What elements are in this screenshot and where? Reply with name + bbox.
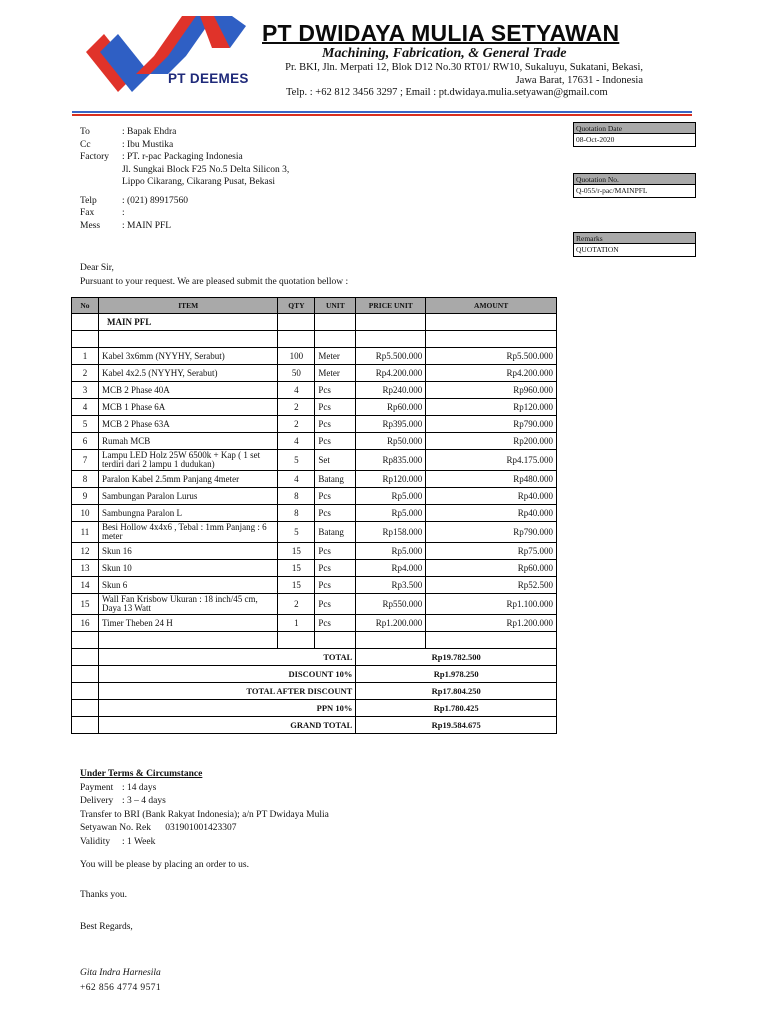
greeting-intro: Pursuant to your request. We are pleased submit the quotation bellow : <box>80 277 349 287</box>
row-qty: 15 <box>278 560 315 577</box>
validity-value: : 1 Week <box>122 836 156 847</box>
table-row <box>72 433 557 450</box>
company-tagline: Machining, Fabrication, & General Trade <box>322 46 567 61</box>
row-no: 15 <box>72 594 99 615</box>
row-qty: 4 <box>278 433 315 450</box>
blank-row <box>72 632 557 649</box>
quotation-number-box <box>573 173 696 198</box>
closing-regards: Best Regards, <box>80 922 133 932</box>
delivery-label: Delivery <box>80 796 114 806</box>
row-amount: Rp790.000 <box>426 522 557 543</box>
row-amount: Rp5.500.000 <box>426 348 557 365</box>
row-unit: Batang <box>315 471 356 488</box>
row-unit: Pcs <box>315 594 356 615</box>
row-price: Rp120.000 <box>356 471 426 488</box>
company-address-line1: Pr. BKI, Jln. Merpati 12, Blok D12 No.30 RT01/ RW10, Sukaluyu, Sukatani, Bekasi, <box>285 62 643 73</box>
row-amount: Rp960.000 <box>426 382 557 399</box>
row-qty: 4 <box>278 471 315 488</box>
row-amount: Rp1.100.000 <box>426 594 557 615</box>
row-price: Rp3.500 <box>356 577 426 594</box>
row-item: Lampu LED Holz 25W 6500k + Kap ( 1 set terdiri dari 2 lampu 1 dudukan) <box>98 450 277 471</box>
row-unit: Meter <box>315 348 356 365</box>
validity-row <box>80 836 202 850</box>
total-row <box>72 649 557 666</box>
total-label: DISCOUNT 10% <box>98 666 355 683</box>
total-row <box>72 683 557 700</box>
total-row <box>72 700 557 717</box>
row-price: Rp4.200.000 <box>356 365 426 382</box>
row-no: 13 <box>72 560 99 577</box>
row-item: Timer Theben 24 H <box>98 615 277 632</box>
row-no: 6 <box>72 433 99 450</box>
total-label: GRAND TOTAL <box>98 717 355 734</box>
row-item: Sambungan Paralon Lurus <box>98 488 277 505</box>
payment-value: : 14 days <box>122 782 157 793</box>
row-amount: Rp200.000 <box>426 433 557 450</box>
row-qty: 2 <box>278 416 315 433</box>
row-amount: Rp40.000 <box>426 505 557 522</box>
row-amount: Rp40.000 <box>426 488 557 505</box>
row-no: 7 <box>72 450 99 471</box>
remarks-box <box>573 232 696 257</box>
row-item: Wall Fan Krisbow Ukuran : 18 inch/45 cm, Daya 13 Watt <box>98 594 277 615</box>
greeting-salutation: Dear Sir, <box>80 263 114 273</box>
row-unit: Pcs <box>315 615 356 632</box>
delivery-value: : 3 – 4 days <box>122 796 166 806</box>
cc-value: : Ibu Mustika <box>122 139 174 150</box>
quotation-date-box <box>573 122 696 147</box>
row-item: Sambungna Paralon L <box>98 505 277 522</box>
signer-name: Gita Indra Harnesila <box>80 968 161 978</box>
row-price: Rp5.000 <box>356 488 426 505</box>
row-unit: Pcs <box>315 399 356 416</box>
brand-name: PT DEEMES <box>168 71 249 86</box>
row-item: Skun 10 <box>98 560 277 577</box>
table-row <box>72 450 557 471</box>
total-row <box>72 717 557 734</box>
row-unit: Pcs <box>315 416 356 433</box>
row-amount: Rp120.000 <box>426 399 557 416</box>
row-qty: 1 <box>278 615 315 632</box>
terms-block <box>80 768 329 849</box>
table-row <box>72 365 557 382</box>
row-qty: 8 <box>278 505 315 522</box>
row-unit: Pcs <box>315 433 356 450</box>
terms-title: Under Terms & Circumstance <box>80 769 203 779</box>
row-no: 5 <box>72 416 99 433</box>
table-row <box>72 399 557 416</box>
cc-label: Cc <box>80 139 91 150</box>
row-price: Rp240.000 <box>356 382 426 399</box>
row-unit: Batang <box>315 522 356 543</box>
row-qty: 100 <box>278 348 315 365</box>
quotation-number-label: Quotation No. <box>574 174 695 185</box>
row-qty: 4 <box>278 382 315 399</box>
quotation-date-value: 08-Oct-2020 <box>576 135 615 144</box>
total-value: Rp1.780.425 <box>356 700 557 717</box>
remarks-value: QUOTATION <box>576 245 619 254</box>
section-title: MAIN PFL <box>98 314 277 331</box>
to-label: To <box>80 127 90 137</box>
section-row <box>72 314 557 331</box>
row-qty: 2 <box>278 399 315 416</box>
total-label: PPN 10% <box>98 700 355 717</box>
telp-value: : (021) 89917560 <box>122 195 188 206</box>
row-item: Rumah MCB <box>98 433 277 450</box>
row-no: 3 <box>72 382 99 399</box>
transfer-row <box>80 809 329 823</box>
row-price: Rp60.000 <box>356 399 426 416</box>
payment-row <box>80 782 202 796</box>
row-no: 1 <box>72 348 99 365</box>
total-value: Rp19.782.500 <box>356 649 557 666</box>
total-value: Rp1.978.250 <box>356 666 557 683</box>
row-price: Rp395.000 <box>356 416 426 433</box>
blank-row <box>72 331 557 348</box>
signer-phone: +62 856 4774 9571 <box>80 983 162 993</box>
telp-label: Telp <box>80 195 97 206</box>
total-value: Rp19.584.675 <box>356 717 557 734</box>
table-row <box>72 522 557 543</box>
factory-label: Factory <box>80 152 110 162</box>
row-item: MCB 1 Phase 6A <box>98 399 277 416</box>
quotation-table-body <box>72 314 557 734</box>
row-price: Rp158.000 <box>356 522 426 543</box>
row-amount: Rp1.200.000 <box>426 615 557 632</box>
fax-value: : <box>122 208 125 218</box>
col-header-price: PRICE UNIT <box>356 298 426 314</box>
row-item: MCB 2 Phase 40A <box>98 382 277 399</box>
table-row <box>72 615 557 632</box>
row-item: Skun 6 <box>98 577 277 594</box>
row-no: 11 <box>72 522 99 543</box>
header-divider-blue <box>72 111 692 113</box>
row-qty: 5 <box>278 450 315 471</box>
row-amount: Rp4.175.000 <box>426 450 557 471</box>
col-header-qty: QTY <box>278 298 315 314</box>
mess-label: Mess <box>80 220 101 231</box>
row-amount: Rp52.500 <box>426 577 557 594</box>
col-header-unit: UNIT <box>315 298 356 314</box>
quotation-date-label: Quotation Date <box>574 123 695 134</box>
to-value: : Bapak Ehdra <box>122 127 177 137</box>
row-item: Kabel 4x2.5 (NYYHY, Serabut) <box>98 365 277 382</box>
row-unit: Pcs <box>315 488 356 505</box>
row-no: 16 <box>72 615 99 632</box>
row-unit: Pcs <box>315 560 356 577</box>
total-row <box>72 666 557 683</box>
row-item: Besi Hollow 4x4x6 , Tebal : 1mm Panjang : 6 meter <box>98 522 277 543</box>
factory-address-line2: Lippo Cikarang, Cikarang Pusat, Bekasi <box>122 177 276 187</box>
delivery-row <box>80 795 202 809</box>
row-qty: 5 <box>278 522 315 543</box>
row-price: Rp5.500.000 <box>356 348 426 365</box>
row-qty: 50 <box>278 365 315 382</box>
row-no: 8 <box>72 471 99 488</box>
row-item: Paralon Kabel 2.5mm Panjang 4meter <box>98 471 277 488</box>
fax-label: Fax <box>80 208 95 218</box>
row-amount: Rp4.200.000 <box>426 365 557 382</box>
table-row <box>72 348 557 365</box>
row-unit: Pcs <box>315 382 356 399</box>
row-qty: 15 <box>278 543 315 560</box>
col-header-no: No <box>72 298 99 314</box>
account-row <box>80 822 237 836</box>
table-header-row <box>72 298 557 314</box>
payment-label: Payment <box>80 782 114 793</box>
row-price: Rp50.000 <box>356 433 426 450</box>
closing-thanks: Thanks you. <box>80 890 127 900</box>
row-unit: Meter <box>315 365 356 382</box>
table-row <box>72 594 557 615</box>
row-amount: Rp60.000 <box>426 560 557 577</box>
row-no: 4 <box>72 399 99 416</box>
quotation-number-value: Q-055/r-pac/MAINPFL <box>576 186 648 195</box>
quotation-table <box>71 297 557 734</box>
row-amount: Rp75.000 <box>426 543 557 560</box>
total-label: TOTAL <box>98 649 355 666</box>
row-price: Rp1.200.000 <box>356 615 426 632</box>
row-qty: 2 <box>278 594 315 615</box>
table-row <box>72 560 557 577</box>
row-price: Rp550.000 <box>356 594 426 615</box>
header-divider-red <box>72 114 692 116</box>
row-price: Rp5.000 <box>356 505 426 522</box>
row-qty: 8 <box>278 488 315 505</box>
table-row <box>72 488 557 505</box>
row-price: Rp835.000 <box>356 450 426 471</box>
account-text: Setyawan No. Rek 031901001423307 <box>80 823 237 833</box>
table-row <box>72 577 557 594</box>
row-item: Kabel 3x6mm (NYYHY, Serabut) <box>98 348 277 365</box>
row-no: 2 <box>72 365 99 382</box>
table-row <box>72 382 557 399</box>
row-no: 14 <box>72 577 99 594</box>
company-address-line2: Jawa Barat, 17631 - Indonesia <box>515 75 643 86</box>
factory-value: : PT. r-pac Packaging Indonesia <box>122 152 243 162</box>
row-price: Rp4.000 <box>356 560 426 577</box>
validity-label: Validity <box>80 836 111 847</box>
total-label: TOTAL AFTER DISCOUNT <box>98 683 355 700</box>
table-row <box>72 471 557 488</box>
col-header-item: ITEM <box>98 298 277 314</box>
total-value: Rp17.804.250 <box>356 683 557 700</box>
company-contact: Telp. : +62 812 3456 3297 ; Email : pt.dwidaya.mulia.setyawan@gmail.com <box>286 87 608 98</box>
factory-address-line1: Jl. Sungkai Block F25 No.5 Delta Silicon 3, <box>122 164 290 175</box>
row-no: 10 <box>72 505 99 522</box>
row-unit: Pcs <box>315 505 356 522</box>
row-unit: Pcs <box>315 543 356 560</box>
transfer-text: Transfer to BRI (Bank Rakyat Indonesia); a/n PT Dwidaya Mulia <box>80 809 329 820</box>
row-no: 9 <box>72 488 99 505</box>
row-item: MCB 2 Phase 63A <box>98 416 277 433</box>
row-amount: Rp480.000 <box>426 471 557 488</box>
table-row <box>72 543 557 560</box>
remarks-label: Remarks <box>574 233 695 244</box>
row-price: Rp5.000 <box>356 543 426 560</box>
company-name: PT DWIDAYA MULIA SETYAWAN <box>262 20 620 46</box>
row-amount: Rp790.000 <box>426 416 557 433</box>
col-header-amount: AMOUNT <box>426 298 557 314</box>
row-qty: 15 <box>278 577 315 594</box>
closing-order-line: You will be please by placing an order to us. <box>80 860 249 870</box>
table-row <box>72 416 557 433</box>
row-no: 12 <box>72 543 99 560</box>
table-row <box>72 505 557 522</box>
mess-value: : MAIN PFL <box>122 220 172 231</box>
row-unit: Pcs <box>315 577 356 594</box>
row-item: Skun 16 <box>98 543 277 560</box>
row-unit: Set <box>315 450 356 471</box>
